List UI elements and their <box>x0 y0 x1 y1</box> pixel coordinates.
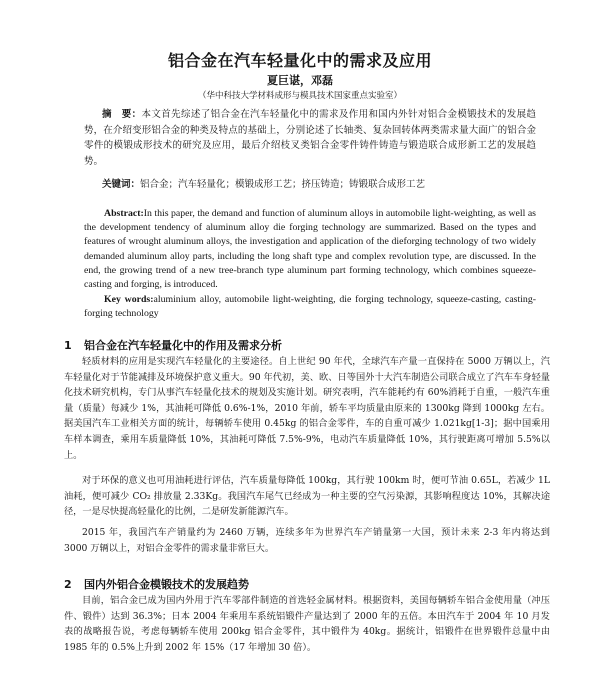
section-1-paragraph-3 <box>64 525 550 556</box>
section-2-paragraph-1: 目前，铝合金已成为国内外用于汽车零部件制造的首选轻金属材料。根据资料，美国每辆轿车铝合金使用量（冲压件、锻件）达到 36.3%；日本 2004 年乘用车系统铝锻件产量达到了 2000 年的五倍。本田汽车于 2004 年 10 月发表的战略报告说，考虑每辆轿车使用 200kg 铝合金零件，其中锻件为 40kg。据统计，铝锻件在世界锻件总量中由 1985 年的 0.5%上升到 2002 年 15%（17 年增加 30 倍）。 <box>64 595 550 653</box>
section-1-heading <box>64 337 282 353</box>
keywords-chinese-text: 铝合金；汽车轻量化；模锻成形工艺；挤压铸造；铸锻联合成形工艺 <box>140 179 426 190</box>
abstract-chinese-label: 摘 要： <box>102 109 142 120</box>
section-1-number: 1 <box>64 339 72 352</box>
section-2-title: 国内外铝合金模锻技术的发展趋势 <box>84 578 249 591</box>
keywords-chinese-label: 关键词： <box>102 179 141 190</box>
section-2-heading <box>64 576 249 592</box>
section-1-title: 铝合金在汽车轻量化中的作用及需求分析 <box>84 339 282 352</box>
keywords-english <box>84 293 536 321</box>
section-2-number: 2 <box>64 578 72 591</box>
abstract-english <box>84 207 536 292</box>
abstract-chinese-text: 本文首先综述了铝合金在汽车轻量化中的需求及作用和国内外针对铝合金模锻技术的发展趋势，在介绍变形铝合金的种类及特点的基础上，分别论述了长轴类、复杂回转体两类需求量大面广的铝合金零件的模锻成形技术的研究及应用，最后介绍枝叉类铝合金零件铸件铸造与锻造联合成形新工艺的发展趋势。 <box>84 109 536 167</box>
paper-affiliation: （华中科技大学材料成形与模具技术国家重点实验室） <box>197 91 402 101</box>
abstract-chinese <box>84 107 536 169</box>
keywords-english-text: aluminium alloy, automobile light-weighting, die forging technology, squeeze-casting, casting-forging technology <box>84 294 536 320</box>
section-1-paragraph-2: 对于环保的意义也可用油耗进行评估，汽车质量每降低 100kg，其行驶 100km 时，便可节油 0.65L，若减少 1L 油耗，便可减少 CO₂ 排放量 2.33Kg。我国汽车尾气已经成为一种主要的空气污染源，其影响程度达 10%，其解决途径，一是尽快提高轻量化的比例，二是研发新能源汽车。 <box>64 475 550 518</box>
section-1-paragraph-3-text: 2015 年，我国汽车产销量约为 2460 万辆，连续多年为世界汽车产销量第一大国，预计未来 2-3 年内将达到 3000 万辆以上，对铝合金零件的需求量非常巨大。 <box>64 527 550 554</box>
abstract-english-text: In this paper, the demand and function of aluminum alloys in automobile light-weighting, as well as the development tendency of aluminum alloy die forging technology are summarized. Based on the types and features of wrought aluminum alloys, the investigation and application of the dieforging technology of two widely demanded aluminum alloy parts, including the long shaft type and complex revolution type, are discussed. In the end, the growing trend of a new tree-branch type aluminum part forming technology, which combines squeeze-casting and forging, is introduced. <box>84 208 536 291</box>
section-1-paragraph-1: 轻质材料的应用是实现汽车轻量化的主要途径。自上世纪 90 年代，全球汽车产量一直保持在 5000 万辆以上，汽车轻量化对于节能减排及环境保护意义重大。90 年代初，美、欧、日等国外十大汽车制造公司联合成立了汽车车身轻量化技术研究机构，专门从事汽车轻量化技术的规划及实施计划。研究表明，汽车能耗约有 60%消耗于自重，一般汽车重量（质量）每减少 1%，其油耗可降低 0.6%-1%，2010 年前，轿车平均质量由原来的 1300kg 降到 1000kg 左右。据美国汽车工业相关方面的统计，每辆轿车使用 0.45kg 的铝合金零件，车的自重可减少 1.021kg[1-3]；据中国乘用车样本调查，乘用车质量降低 10%，其油耗可降低 7.5%-9%，电动汽车质量降低 10%，其行驶距离可增加 5.5%以上。 <box>64 356 550 461</box>
abstract-english-label: Abstract: <box>104 208 144 219</box>
paper-authors: 夏巨谌，邓磊 <box>267 74 333 87</box>
paper-title: 铝合金在汽车轻量化中的需求及应用 <box>167 51 432 70</box>
keywords-english-label: Key words: <box>104 294 154 305</box>
keywords-chinese <box>84 177 536 193</box>
